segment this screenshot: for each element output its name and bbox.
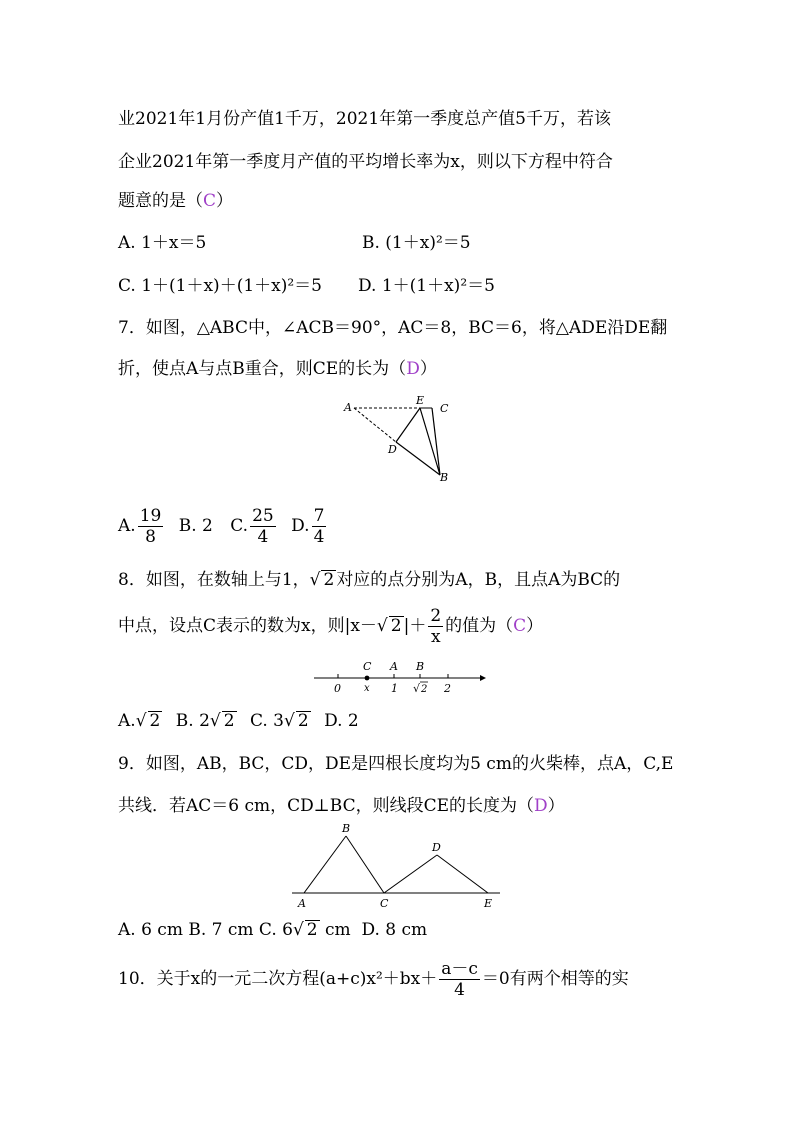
q7-option-c-prefix: C. [230,516,249,536]
q8-tick-2: 2 [444,682,451,695]
q6-prompt: 题意的是（ [118,191,203,211]
q7-option-c-den: 4 [257,527,269,547]
sqrt-icon: √ [309,570,321,590]
q6-close: ） [216,191,234,211]
q8-line2-c: 的值为（ [445,616,514,636]
q7-option-c-num: 25 [252,506,274,526]
q8-tick-0: 0 [334,682,341,695]
q8-frac-num: 2 [430,606,442,626]
q7-close: ） [419,359,437,379]
q7-option-a-num: 19 [139,506,162,526]
q7-option-d-num: 7 [313,506,325,526]
q8-line1-a: 8．如图，在数轴上与1， [118,570,310,590]
q10-frac-den: 4 [454,980,465,1000]
q8-option-d: D. 2 [324,711,359,731]
q6-option-a: A. 1＋x＝5 [118,233,207,253]
q10-line1 [118,957,629,1001]
q8-option-b-prefix: B. 2 [175,711,210,731]
q6-line1: 业2021年1月份产值1千万，2021年第一季度总产值5千万，若该 [118,109,611,129]
q8-option-c-radicand: 2 [297,711,309,731]
q7-option-d-den: 4 [313,527,325,547]
q8-tick-x: x [364,683,370,694]
sqrt-icon: √ [413,682,421,695]
q7-figure [340,395,460,485]
q7-label-a: A [344,401,352,414]
q9-options [118,919,427,941]
q8-tick-1: 1 [391,682,398,695]
q9-line1: 9．如图，AB，BC，CD，DE是四根长度均为5 cm的火柴棒，点A，C,E [118,754,674,774]
q8-line1 [118,569,620,591]
q7-label-b: B [440,471,449,484]
q10-frac-num: a－c [441,959,478,979]
q8-answer: C [513,616,527,636]
q7-label-e: E [416,395,425,407]
q7-label-c: C [440,402,449,415]
q9-label-b: B [342,822,351,835]
q8-option-c-prefix: C. 3 [249,711,284,731]
q8-option-a-prefix: A. [118,711,136,731]
q6-option-b: B. (1＋x)²＝5 [362,233,471,253]
q9-close: ） [547,796,565,816]
q7-option-a-prefix: A. [118,516,136,536]
q8-line2-a: 中点，设点C表示的数为x，则|x－ [118,616,377,636]
q9-label-e: E [484,897,493,910]
sqrt-icon: √ [135,711,147,731]
q7-options [118,506,328,547]
q7-label-d: D [388,443,397,456]
q10-text-b: ＝0有两个相等的实 [481,969,629,989]
q8-label-b: B [416,660,425,673]
q8-line1-b: 对应的点分别为A，B，且点A为BC的 [336,570,621,590]
q6-option-c: C. 1＋(1＋x)＋(1＋x)²＝5 [118,276,322,296]
q7-prompt: 折，使点A与点B重合，则CE的长为（ [118,359,407,379]
q6-line3 [118,190,233,212]
q6-line2: 企业2021年第一季度月产值的平均增长率为x，则以下方程中符合 [118,152,613,172]
q7-option-b: B. 2 [178,516,213,536]
q8-line2 [118,606,543,647]
q7-answer: D [406,359,420,379]
q9-label-d: D [432,841,441,854]
q9-label-c: C [380,897,389,910]
q8-tick-sqrt2: 2 [421,684,428,695]
q8-options [118,710,359,732]
q8-line2-b: |＋ [403,616,427,636]
q8-label-c: C [363,660,372,673]
q7-line1: 7．如图，△ABC中，∠ACB＝90°，AC＝8，BC＝6，将△ADE沿DE翻 [118,318,668,338]
sqrt-icon: √ [292,920,304,940]
q9-figure [288,820,503,910]
q8-frac-den: x [430,627,441,647]
q8-close: ） [526,616,544,636]
sqrt-icon: √ [376,616,388,636]
q8-label-a: A [390,660,398,673]
q7-option-d-prefix: D. [291,516,310,536]
q9-options-radicand: 2 [306,920,318,940]
q9-line2 [118,795,565,817]
q9-options-b: cm D. 8 cm [319,920,428,940]
q8-option-b-radicand: 2 [223,711,235,731]
sqrt-icon: √ [209,711,221,731]
q7-line2 [118,358,437,380]
q8-line1-radicand: 2 [323,570,335,590]
sqrt-icon: √ [284,711,295,731]
q6-option-d: D. 1＋(1＋x)²＝5 [358,276,495,296]
q9-answer: D [534,796,548,816]
q9-prompt: 共线．若AC＝6 cm，CD⊥BC，则线段CE的长度为（ [118,796,535,816]
q6-answer: C [203,191,217,211]
q8-line2-radicand: 2 [390,616,402,636]
q10-text-a: 10．关于x的一元二次方程(a+c)x²＋bx＋ [118,969,438,989]
q9-options-a: A. 6 cm B. 7 cm C. 6 [118,920,293,940]
q7-option-a-den: 8 [145,527,156,547]
q8-option-a-radicand: 2 [149,711,161,731]
q9-label-a: A [298,897,306,910]
q8-number-line [312,658,487,698]
